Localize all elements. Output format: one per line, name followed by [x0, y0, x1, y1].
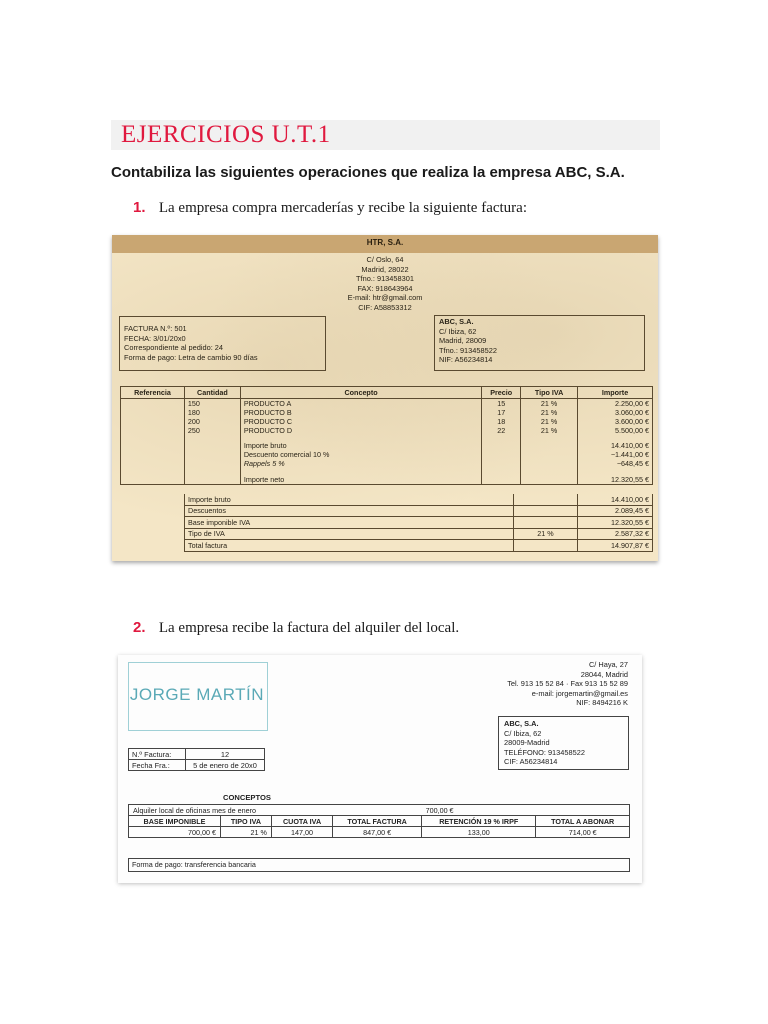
subtotal-row [121, 459, 653, 468]
summary-row [185, 517, 653, 529]
exercise-text: La empresa recibe la factura del alquiler del local. [158, 620, 460, 636]
summary-amount: 14.410,00 € [578, 494, 653, 505]
address-line: e-mail: jorgemartin@gmail.es [531, 688, 628, 698]
table-header-row [121, 387, 653, 399]
address-line: E-mail: htr@gmail.com [347, 293, 423, 303]
table-row [129, 749, 265, 760]
column-header: Tipo IVA [521, 387, 578, 399]
address-line: C/ Oslo, 64 [366, 255, 404, 264]
client-line: ABC, S.A. [504, 719, 539, 728]
cell-iva-amount: 147,00 [271, 827, 332, 838]
summary-mid [514, 505, 578, 517]
summary-row [185, 494, 653, 505]
address-line: CIF: A58853312 [358, 302, 412, 312]
client-line: TELÉFONO: 913458522 [504, 747, 585, 757]
table-row [121, 399, 653, 409]
cell-concept: PRODUCTO A [240, 399, 481, 409]
column-header: Importe [578, 387, 653, 399]
cell-iva-type: 21 % [221, 827, 272, 838]
address-line: C/ Haya, 27 [588, 660, 628, 669]
summary-row [185, 540, 653, 552]
detail-line: Forma de pago: Letra de cambio 90 días [124, 352, 258, 362]
cell-amount: 3.060,00 € [578, 408, 653, 417]
column-header: Concepto [240, 387, 481, 399]
invoice-date: 5 de enero de 20x0 [186, 760, 265, 771]
column-header: BASE IMPONIBLE [129, 816, 221, 827]
exercise-number: 2. [133, 619, 146, 636]
column-header: Cantidad [184, 387, 240, 399]
invoice-summary-table [184, 494, 653, 552]
company-logo: JORGE MARTÍN [129, 685, 265, 704]
cell-ref [121, 426, 185, 435]
subtotal-amount: −1.441,00 € [578, 450, 653, 459]
invoice-items-table [120, 386, 653, 485]
exercise-2 [133, 619, 459, 637]
cell-iva: 21 % [521, 417, 578, 426]
invoice-htr [112, 235, 658, 561]
summary-mid: 21 % [514, 528, 578, 540]
cell-ref [121, 417, 185, 426]
client-details [504, 719, 585, 767]
client-line: C/ Ibiza, 62 [504, 728, 542, 738]
summary-label: Importe bruto [185, 494, 514, 505]
exercise-number: 1. [133, 199, 146, 216]
subtotal-amount: 12.320,55 € [578, 475, 653, 485]
client-line: 28009-Madrid [504, 738, 550, 748]
cell-concept: PRODUCTO B [240, 408, 481, 417]
invoice-client [439, 317, 497, 365]
column-header: TIPO IVA [221, 816, 272, 827]
column-header: RETENCIÓN 19 % IRPF [422, 816, 536, 827]
summary-mid [514, 494, 578, 505]
summary-amount: 2.587,32 € [578, 528, 653, 540]
client-line: C/ Ibiza, 62 [439, 326, 477, 336]
summary-amount: 12.320,55 € [578, 517, 653, 529]
concepts-title: CONCEPTOS [223, 793, 271, 802]
subtotal-amount: 14.410,00 € [578, 441, 653, 450]
cell-qty: 250 [184, 426, 240, 435]
column-header: TOTAL A ABONAR [536, 816, 630, 827]
cell-total: 847,00 € [333, 827, 422, 838]
summary-mid [514, 517, 578, 529]
detail-line: FACTURA N.º: 501 [124, 324, 187, 333]
concept-line: Alquiler local de oficinas mes de enero [129, 805, 422, 816]
summary-amount: 2.089,45 € [578, 505, 653, 517]
cell-amount: 3.600,00 € [578, 417, 653, 426]
address-line: NIF: 8494216 K [576, 698, 628, 708]
subtotal-label: Rappels 5 % [240, 459, 481, 468]
table-row [121, 417, 653, 426]
subtotal-amount: −648,45 € [578, 459, 653, 468]
page-title: EJERCICIOS U.T.1 [121, 121, 331, 148]
client-line: ABC, S.A. [439, 317, 474, 326]
cell-iva: 21 % [521, 426, 578, 435]
invoice-company-address [112, 255, 658, 313]
summary-label: Tipo de IVA [185, 528, 514, 540]
cell-ref [121, 399, 185, 409]
table-header-row [129, 816, 630, 827]
cell-concept: PRODUCTO D [240, 426, 481, 435]
invoice-jorge-martin [118, 655, 642, 883]
table-row [129, 760, 265, 771]
summary-label: Descuentos [185, 505, 514, 517]
subtotal-row [121, 450, 653, 459]
table-row [129, 827, 630, 838]
cell-qty: 150 [184, 399, 240, 409]
cell-price: 15 [482, 399, 521, 409]
cell-base: 700,00 € [129, 827, 221, 838]
client-line: CIF: A56234814 [504, 757, 558, 767]
invoice-details [124, 324, 258, 362]
invoice-number-label: N.º Factura: [129, 749, 186, 760]
client-line: Madrid, 28009 [439, 336, 487, 346]
payment-method: Forma de pago: transferencia bancaria [132, 860, 256, 869]
cell-iva: 21 % [521, 408, 578, 417]
column-header: Precio [482, 387, 521, 399]
subtotal-row [121, 441, 653, 450]
column-header: TOTAL FACTURA [333, 816, 422, 827]
subtotal-label: Importe bruto [240, 441, 481, 450]
summary-mid [514, 540, 578, 552]
cell-amount: 2.250,00 € [578, 399, 653, 409]
subtotal-row [121, 475, 653, 485]
cell-qty: 200 [184, 417, 240, 426]
cell-price: 18 [482, 417, 521, 426]
concept-amount: 700,00 € [422, 805, 630, 816]
cell-price: 17 [482, 408, 521, 417]
detail-line: Correspondiente al pedido: 24 [124, 343, 224, 353]
page-subtitle: Contabiliza las siguientes operaciones que realiza la empresa ABC, S.A. [111, 164, 625, 181]
invoice-company-name: HTR, S.A. [366, 238, 404, 247]
summary-row [185, 505, 653, 517]
table-row [121, 408, 653, 417]
address-line: Madrid, 28022 [361, 264, 409, 274]
invoice-date-label: Fecha Fra.: [129, 760, 186, 771]
address-line: Tel. 913 15 52 84 · Fax 913 15 52 89 [507, 679, 628, 689]
summary-amount: 14.907,87 € [578, 540, 653, 552]
summary-row [185, 528, 653, 540]
column-header: Referencia [121, 387, 185, 399]
subtotal-label: Importe neto [240, 475, 481, 485]
cell-qty: 180 [184, 408, 240, 417]
concept-row [129, 805, 630, 816]
summary-label: Total factura [185, 540, 514, 552]
concepts-table [128, 804, 630, 838]
invoice-number: 12 [186, 749, 265, 760]
cell-retention: 133,00 [422, 827, 536, 838]
column-header: CUOTA IVA [271, 816, 332, 827]
address-line: Tfno.: 913458301 [356, 274, 414, 284]
table-row [121, 426, 653, 435]
detail-line: FECHA: 3/01/20x0 [124, 333, 186, 343]
cell-to-pay: 714,00 € [536, 827, 630, 838]
cell-price: 22 [482, 426, 521, 435]
subtotal-label: Descuento comercial 10 % [240, 450, 481, 459]
issuer-address [418, 660, 628, 708]
cell-concept: PRODUCTO C [240, 417, 481, 426]
exercise-text: La empresa compra mercaderías y recibe la siguiente factura: [158, 200, 527, 216]
client-line: NIF: A56234814 [439, 355, 493, 365]
invoice-number-table [128, 748, 265, 771]
address-line: FAX: 918643964 [357, 283, 413, 293]
cell-amount: 5.500,00 € [578, 426, 653, 435]
summary-label: Base imponible IVA [185, 517, 514, 529]
address-line: 28044, Madrid [580, 669, 628, 679]
exercise-1 [133, 199, 527, 217]
cell-ref [121, 408, 185, 417]
cell-iva: 21 % [521, 399, 578, 409]
client-line: Tfno.: 913458522 [439, 345, 497, 355]
